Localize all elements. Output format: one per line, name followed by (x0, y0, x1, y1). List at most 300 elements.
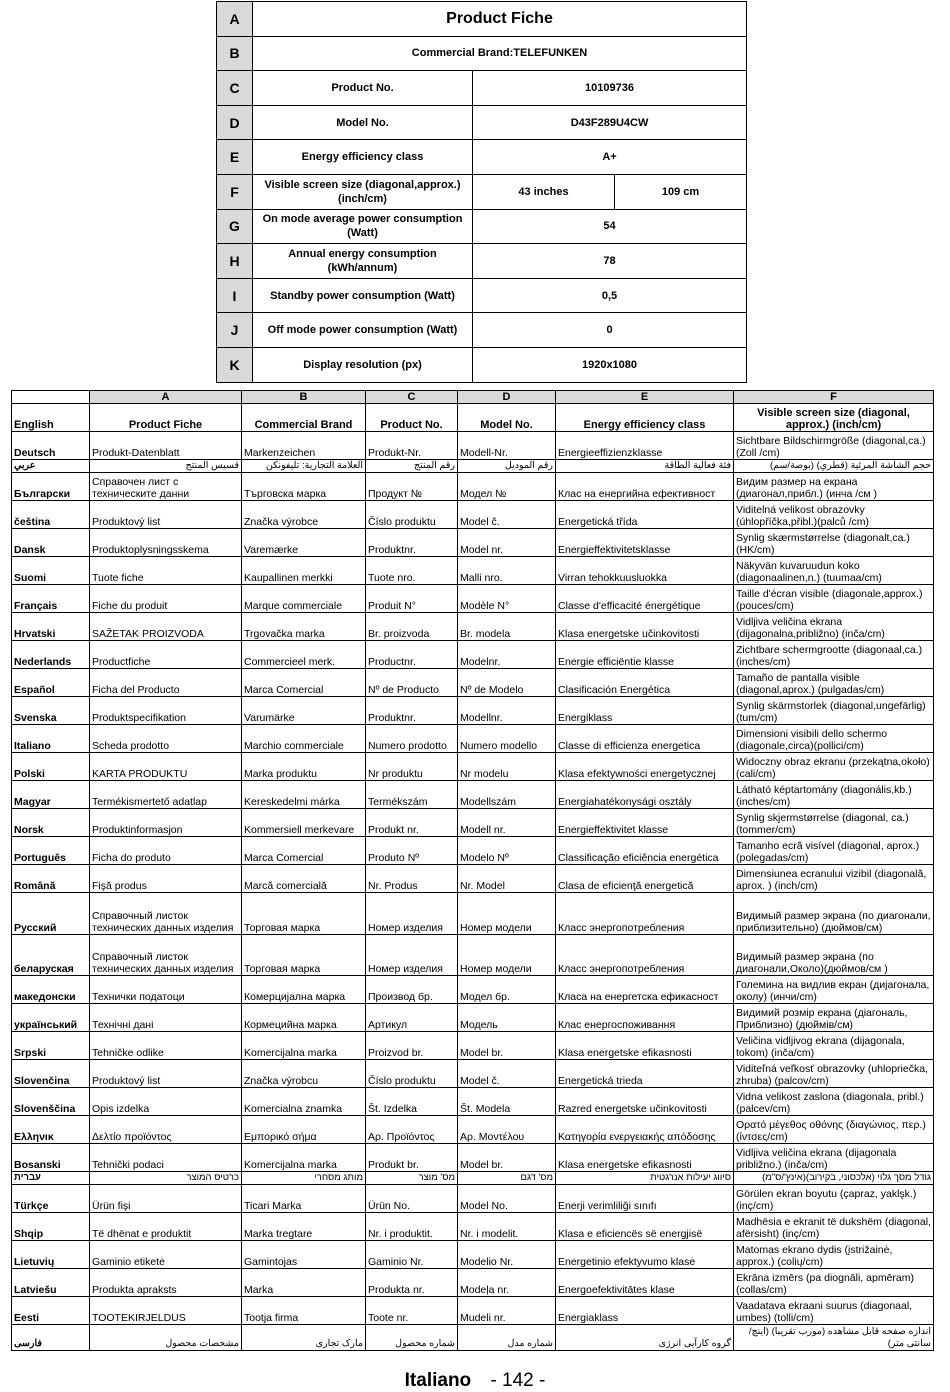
translation-cell: Nº de Modelo (458, 669, 556, 697)
language-row (12, 1325, 934, 1351)
translation-cell: Madhësia e ekranit të dukshëm (diagonal, afërsisht) (inç/cm) (734, 1213, 934, 1241)
fiche-row (217, 347, 747, 382)
translation-cell: Производ бр. (366, 976, 458, 1004)
translation-cell: Synlig skjermstørrelse (diagonal, ca.) (tommer/cm) (734, 809, 934, 837)
translation-cell: Tuote fiche (90, 557, 242, 585)
column-letter: C (366, 391, 458, 404)
fiche-row-value: 0,5 (473, 278, 747, 313)
column-letter: A (90, 391, 242, 404)
translation-cell: Технічні дані (90, 1004, 242, 1032)
fiche-row-value: D43F289U4CW (473, 105, 747, 140)
translation-cell: Ürün No. (366, 1185, 458, 1213)
language-name: Română (12, 865, 90, 893)
language-name: Lietuvių (12, 1241, 90, 1269)
translation-cell: فئة فعالية الطاقة (556, 460, 734, 473)
translation-cell: Modell nr. (458, 809, 556, 837)
translation-cell: شماره محصول (366, 1325, 458, 1351)
language-name: עברית (12, 1172, 90, 1185)
translation-cell: Scheda prodotto (90, 725, 242, 753)
fiche-row (217, 209, 747, 244)
translation-cell: Energiklass (556, 697, 734, 725)
column-letter: B (242, 391, 366, 404)
translation-cell: Widoczny obraz ekranu (przekątna,około)(cali/cm) (734, 753, 934, 781)
language-name: Русский (12, 893, 90, 935)
translation-cell: Model nr. (458, 529, 556, 557)
translation-cell: Nr. i modelit. (458, 1213, 556, 1241)
language-name: عربي (12, 460, 90, 473)
page-footer (0, 1370, 950, 1392)
translation-cell: Modelo Nº (458, 837, 556, 865)
translation-cell: Classe d'efficacité énergétique (556, 585, 734, 613)
fiche-row-value: 78 (473, 244, 747, 279)
translation-cell: Značka výrobce (242, 501, 366, 529)
language-row (12, 725, 934, 753)
translation-cell: Proizvod br. (366, 1032, 458, 1060)
language-name: Latviešu (12, 1269, 90, 1297)
language-row (12, 432, 934, 460)
language-name: Shqip (12, 1213, 90, 1241)
translation-cell: Produktspecifikation (90, 697, 242, 725)
translation-cell: Торговая марка (242, 893, 366, 935)
fiche-row-label: Product No. (253, 71, 473, 106)
translation-cell: כרטיס המוצר (90, 1172, 242, 1185)
fiche-row-value: 54 (473, 209, 747, 244)
translation-cell: Marcă comercială (242, 865, 366, 893)
translation-cell: Класа на енергетска ефикасност (556, 976, 734, 1004)
translation-cell: Viditeľná veľkosť obrazovky (uhlopriečka, zhruba) (palcov/cm) (734, 1060, 934, 1088)
translation-cell: Produktnr. (366, 697, 458, 725)
language-row (12, 613, 934, 641)
fiche-row-label: Energy efficiency class (253, 140, 473, 175)
fiche-row-value: 0 (473, 313, 747, 348)
fiche-row-letter: B (217, 36, 253, 71)
translation-cell: Gaminio etiketė (90, 1241, 242, 1269)
language-name: Dansk (12, 529, 90, 557)
translation-cell: Veličina vidljivog ekrana (dijagonala, tokom) (inča/cm) (734, 1032, 934, 1060)
translation-cell: Nr. Produs (366, 865, 458, 893)
translation-cell: Търговска марка (242, 473, 366, 501)
fiche-row-label: Visible screen size (diagonal,approx.) (inch/cm) (253, 174, 473, 209)
translation-cell: Produit N° (366, 585, 458, 613)
translation-cell: Modèle N° (458, 585, 556, 613)
translation-cell: Klasa energetske efikasnosti (556, 1032, 734, 1060)
translation-cell: رقم المنتج (366, 460, 458, 473)
language-row (12, 781, 934, 809)
language-name: Svenska (12, 697, 90, 725)
translation-cell: Modelio Nr. (458, 1241, 556, 1269)
fiche-row-value: 1920x1080 (473, 347, 747, 382)
translation-cell: Razred energetske učinkovitosti (556, 1088, 734, 1116)
translation-cell: Näkyvän kuvaruudun koko (diagonaalinen,n.) (tuumaa/cm) (734, 557, 934, 585)
translation-cell: Të dhënat e produktit (90, 1213, 242, 1241)
translation-cell: Marka (242, 1269, 366, 1297)
translation-cell: Produktnr. (366, 529, 458, 557)
translation-cell: Артикул (366, 1004, 458, 1032)
fiche-row-label: Annual energy consumption (kWh/annum) (253, 244, 473, 279)
language-name: Ελληνικ (12, 1116, 90, 1144)
translation-cell: Opis izdelka (90, 1088, 242, 1116)
language-name: Türkçe (12, 1185, 90, 1213)
translation-cell: Видимий розмір екрана (діагональ, Приблизно) (дюймів/см) (734, 1004, 934, 1032)
translation-cell: اندازه صفحه قابل مشاهده (مورب تقریبا) (اینچ/سانتی متر) (734, 1325, 934, 1351)
translation-cell: Varumärke (242, 697, 366, 725)
translation-cell: Energetická třída (556, 501, 734, 529)
translation-cell: Virran tehokkuusluokka (556, 557, 734, 585)
language-translation-table (11, 390, 934, 1351)
language-name: Bosanski (12, 1144, 90, 1172)
fiche-row (217, 313, 747, 348)
translation-cell: Görülen ekran boyutu (çapraz, yaklşk.) (inç/cm) (734, 1185, 934, 1213)
translation-cell: Model No. (458, 404, 556, 432)
fiche-row-value: 10109736 (473, 71, 747, 106)
language-row (12, 669, 934, 697)
language-name: Suomi (12, 557, 90, 585)
language-row (12, 1088, 934, 1116)
translation-cell: Commercieel merk. (242, 641, 366, 669)
column-letter: F (734, 391, 934, 404)
column-letter (12, 391, 90, 404)
translation-cell: Br. modela (458, 613, 556, 641)
translation-cell: Produkt-Nr. (366, 432, 458, 460)
translation-cell: Gaminio Nr. (366, 1241, 458, 1269)
translation-cell: Produktoplysningsskema (90, 529, 242, 557)
translation-cell: Tamaño de pantalla visible (diagonal,aprox.) (pulgadas/cm) (734, 669, 934, 697)
language-row (12, 1269, 934, 1297)
translation-cell: Synlig skärmstorlek (diagonal,ungefärlig) (tum/cm) (734, 697, 934, 725)
translation-cell: Tehničke odlike (90, 1032, 242, 1060)
translation-cell: Energieffektivitetsklasse (556, 529, 734, 557)
translation-cell: Vidna velikost zaslona (diagonala, pribl.) (palcev/cm) (734, 1088, 934, 1116)
translation-cell: Komercialna znamka (242, 1088, 366, 1116)
fiche-row-letter: C (217, 71, 253, 106)
translation-cell: Комерцијална марка (242, 976, 366, 1004)
translation-cell: Varemærke (242, 529, 366, 557)
translation-cell: Model br. (458, 1144, 556, 1172)
language-row (12, 1004, 934, 1032)
translation-cell: Číslo produktu (366, 501, 458, 529)
footer-language: Italiano (404, 1370, 472, 1391)
translation-cell: Εμπορικό σήμα (242, 1116, 366, 1144)
fiche-row-label: Product Fiche (253, 2, 747, 37)
translation-cell: Кормецийна марка (242, 1004, 366, 1032)
language-row (12, 585, 934, 613)
language-row (12, 1241, 934, 1269)
translation-cell: Visible screen size (diagonal, approx.) (inch/cm) (734, 404, 934, 432)
translation-cell: Dimensiunea ecranului vizibil (diagonală, aprox. ) (inch/cm) (734, 865, 934, 893)
translation-cell: Číslo produktu (366, 1060, 458, 1088)
fiche-row-letter: D (217, 105, 253, 140)
translation-cell: Ticari Marka (242, 1185, 366, 1213)
translation-cell: Trgovačka marka (242, 613, 366, 641)
language-name: Português (12, 837, 90, 865)
translation-cell: Kereskedelmi márka (242, 781, 366, 809)
translation-cell: Vidljiva veličina ekrana (dijagonalna,približno) (inča/cm) (734, 613, 934, 641)
translation-cell: Nr. Model (458, 865, 556, 893)
language-row (12, 753, 934, 781)
translation-cell: KARTA PRODUKTU (90, 753, 242, 781)
translation-cell: Kommersiell merkevare (242, 809, 366, 837)
translation-cell: Produkta apraksts (90, 1269, 242, 1297)
translation-cell: Mudeli nr. (458, 1297, 556, 1325)
translation-cell: Ekrāna izmērs (pa diognāli, apmēram) (collas/cm) (734, 1269, 934, 1297)
translation-cell: Model č. (458, 1060, 556, 1088)
translation-cell: Ορατό μέγεθος οθόνης (διαγώνιος, περ.) (ίντσες/cm) (734, 1116, 934, 1144)
translation-cell: Модел бр. (458, 976, 556, 1004)
language-row (12, 641, 934, 669)
translation-cell: Marque commerciale (242, 585, 366, 613)
translation-cell: رقم الموديل (458, 460, 556, 473)
translation-cell: גודל מסך גלוי (אלכסוני, בקירוב)(אינץ'/ס"מ) (734, 1172, 934, 1185)
language-row (12, 809, 934, 837)
translation-cell: Toote nr. (366, 1297, 458, 1325)
language-name: Srpski (12, 1032, 90, 1060)
translation-cell: Produto Nº (366, 837, 458, 865)
translation-cell: Nr produktu (366, 753, 458, 781)
translation-cell: Gamintojas (242, 1241, 366, 1269)
column-letter: D (458, 391, 556, 404)
translation-cell: Справочный листок технических данных изделия (90, 893, 242, 935)
translation-cell: Št. Modela (458, 1088, 556, 1116)
fiche-row (217, 140, 747, 175)
translation-cell: Номер модели (458, 893, 556, 935)
translation-cell: Vaadatava ekraani suurus (diagonaal, umbes) (tolli/cm) (734, 1297, 934, 1325)
translation-cell: Energetinio efektyvumo klasė (556, 1241, 734, 1269)
translation-cell: Δελτίο προϊόντος (90, 1116, 242, 1144)
fiche-row-value-secondary: 109 cm (615, 174, 747, 209)
translation-cell: Торговая марка (242, 935, 366, 976)
translation-cell: Št. Izdelka (366, 1088, 458, 1116)
language-name: Deutsch (12, 432, 90, 460)
translation-cell: Marca Comercial (242, 837, 366, 865)
column-letter-row (12, 391, 934, 404)
fiche-row-label: Model No. (253, 105, 473, 140)
language-name: український (12, 1004, 90, 1032)
translation-cell: Klasa energetske efikasnosti (556, 1144, 734, 1172)
translation-cell: Termékszám (366, 781, 458, 809)
language-name: Български (12, 473, 90, 501)
language-row (12, 501, 934, 529)
product-fiche-table (216, 1, 747, 383)
translation-cell: Ficha del Producto (90, 669, 242, 697)
translation-cell: Nr modelu (458, 753, 556, 781)
fiche-row (217, 244, 747, 279)
translation-cell: Br. proizvoda (366, 613, 458, 641)
translation-cell: Produkt nr. (366, 809, 458, 837)
language-name: Slovenčina (12, 1060, 90, 1088)
translation-cell: Product Fiche (90, 404, 242, 432)
translation-cell: Productnr. (366, 641, 458, 669)
language-name: English (12, 404, 90, 432)
language-row (12, 697, 934, 725)
language-row (12, 473, 934, 501)
translation-cell: Vidljiva veličina ekrana (dijagonala približno.) (inča/cm) (734, 1144, 934, 1172)
translation-cell: Marca Comercial (242, 669, 366, 697)
translation-cell: Energiahatékonysági osztály (556, 781, 734, 809)
translation-cell: Модел № (458, 473, 556, 501)
translation-cell: Energie efficiëntie klasse (556, 641, 734, 669)
translation-cell: Marka tregtare (242, 1213, 366, 1241)
translation-cell: Modell-Nr. (458, 432, 556, 460)
language-name: беларуская (12, 935, 90, 976)
translation-cell: Видимый размер экрана (по диагонали,Около)(дюймов/см ) (734, 935, 934, 976)
translation-cell: Energieeffizienzklasse (556, 432, 734, 460)
translation-cell: Класс энергопотребления (556, 935, 734, 976)
translation-cell: Clasificación Energética (556, 669, 734, 697)
translation-cell: Справочен лист с техническите данни (90, 473, 242, 501)
translation-cell: Nº de Producto (366, 669, 458, 697)
language-row (12, 893, 934, 935)
translation-cell: Marka produktu (242, 753, 366, 781)
language-row (12, 529, 934, 557)
language-row (12, 1032, 934, 1060)
fiche-row (217, 278, 747, 313)
fiche-row-value: A+ (473, 140, 747, 175)
language-name: Français (12, 585, 90, 613)
language-row (12, 1060, 934, 1088)
translation-cell: Ürün fişi (90, 1185, 242, 1213)
translation-cell: Справочный листок технических данных изделия (90, 935, 242, 976)
translation-cell: Κατηγορία ενεργειακής απόδοσης (556, 1116, 734, 1144)
translation-cell: Клас енергоспоживання (556, 1004, 734, 1032)
translation-cell: Matomas ekrano dydis (įstrižainė, approx.) (colių/cm) (734, 1241, 934, 1269)
translation-cell: مشخصات محصول (90, 1325, 242, 1351)
translation-cell: מס' דגם (458, 1172, 556, 1185)
translation-cell: Produkt-Datenblatt (90, 432, 242, 460)
translation-cell: Produkt br. (366, 1144, 458, 1172)
translation-cell: العلامة التجارية: تليفونكن (242, 460, 366, 473)
translation-cell: סיווג יעילות אנרגטית (556, 1172, 734, 1185)
translation-cell: SAŽETAK PROIZVODA (90, 613, 242, 641)
fiche-row-label: Off mode power consumption (Watt) (253, 313, 473, 348)
language-name: Español (12, 669, 90, 697)
fiche-row-letter: I (217, 278, 253, 313)
fiche-row-letter: K (217, 347, 253, 382)
translation-cell: Kaupallinen merkki (242, 557, 366, 585)
language-row (12, 1213, 934, 1241)
language-row (12, 1116, 934, 1144)
translation-cell: Viditelná velikost obrazovky (úhlopříčka,přibl.)(palců /cm) (734, 501, 934, 529)
translation-cell: Látható képtartomány (diagonális,kb.) (inches/cm) (734, 781, 934, 809)
translation-cell: Fiche du produit (90, 585, 242, 613)
translation-cell: Energoefektivitātes klase (556, 1269, 734, 1297)
translation-cell: Numero modello (458, 725, 556, 753)
language-row (12, 837, 934, 865)
language-name: Nederlands (12, 641, 90, 669)
fiche-row (217, 71, 747, 106)
translation-cell: مارک تجاری (242, 1325, 366, 1351)
translation-cell: Nr. i produktit. (366, 1213, 458, 1241)
language-row (12, 1185, 934, 1213)
fiche-row-label: On mode average power consumption (Watt) (253, 209, 473, 244)
translation-cell: Numero prodotto (366, 725, 458, 753)
language-row (12, 460, 934, 473)
translation-cell: Model č. (458, 501, 556, 529)
translation-cell: Classe di efficienza energetica (556, 725, 734, 753)
translation-cell: Energieffektivitet klasse (556, 809, 734, 837)
language-row (12, 935, 934, 976)
translation-cell: Product No. (366, 404, 458, 432)
fiche-row-letter: F (217, 174, 253, 209)
translation-cell: Marchio commerciale (242, 725, 366, 753)
translation-cell: Synlig skærmstørrelse (diagonalt,ca.) (HK/cm) (734, 529, 934, 557)
fiche-row-label: Commercial Brand:TELEFUNKEN (253, 36, 747, 71)
translation-cell: Modellnr. (458, 697, 556, 725)
language-name: فارسی (12, 1325, 90, 1351)
translation-cell: Klasa e eficiencës së energjisë (556, 1213, 734, 1241)
language-name: čeština (12, 501, 90, 529)
translation-cell: Značka výrobcu (242, 1060, 366, 1088)
language-row (12, 1144, 934, 1172)
language-name: Norsk (12, 809, 90, 837)
translation-cell: Sichtbare Bildschirmgröße (diagonal,ca.) (Zoll /cm) (734, 432, 934, 460)
fiche-row (217, 36, 747, 71)
language-name: Italiano (12, 725, 90, 753)
language-row (12, 865, 934, 893)
translation-cell: Zichtbare schermgrootte (diagonaal,ca.) (inches/cm) (734, 641, 934, 669)
translation-cell: Fişă produs (90, 865, 242, 893)
translation-cell: Αρ. Μοντέλου (458, 1116, 556, 1144)
translation-cell: Големина на видлив екран (дијагонала, околу) (инчи/cm) (734, 976, 934, 1004)
translation-cell: Energy efficiency class (556, 404, 734, 432)
translation-cell: Commercial Brand (242, 404, 366, 432)
language-row (12, 976, 934, 1004)
translation-cell: Αρ. Προϊόντος (366, 1116, 458, 1144)
translation-cell: Клас на енергийна ефективност (556, 473, 734, 501)
fiche-row-value: 43 inches (473, 174, 615, 209)
translation-cell: Model br. (458, 1032, 556, 1060)
fiche-row-letter: H (217, 244, 253, 279)
translation-cell: Komercijalna marka (242, 1144, 366, 1172)
translation-cell: Enerji verimliliği sınıfı (556, 1185, 734, 1213)
translation-cell: گروه کارآیی انرژی (556, 1325, 734, 1351)
translation-cell: Produktový list (90, 1060, 242, 1088)
translation-cell: Видим размер на екрана (диагонал,прибл.) (инча /см ) (734, 473, 934, 501)
translation-cell: Продукт № (366, 473, 458, 501)
fiche-row (217, 105, 747, 140)
translation-cell: Ficha do produto (90, 837, 242, 865)
language-name: Polski (12, 753, 90, 781)
translation-cell: Klasa efektywności energetycznej (556, 753, 734, 781)
translation-cell: Номер изделия (366, 935, 458, 976)
translation-cell: Tamanho ecrã visível (diagonal, aprox.) (polegadas/cm) (734, 837, 934, 865)
translation-cell: Malli nro. (458, 557, 556, 585)
column-letter: E (556, 391, 734, 404)
translation-cell: Tootja firma (242, 1297, 366, 1325)
translation-cell: Komercijalna marka (242, 1032, 366, 1060)
translation-cell: Clasa de eficienţă energetică (556, 865, 734, 893)
footer-page-number: - 142 - (490, 1370, 546, 1391)
translation-cell: Termékismertető adatlap (90, 781, 242, 809)
language-name: Eesti (12, 1297, 90, 1325)
fiche-row (217, 2, 747, 37)
translation-cell: Productfiche (90, 641, 242, 669)
translation-cell: Model No. (458, 1185, 556, 1213)
translation-cell: Markenzeichen (242, 432, 366, 460)
fiche-row (217, 174, 747, 209)
language-row (12, 557, 934, 585)
translation-cell: Modellszám (458, 781, 556, 809)
language-row (12, 1297, 934, 1325)
translation-cell: شماره مدل (458, 1325, 556, 1351)
language-row (12, 1172, 934, 1185)
translation-cell: Produkta nr. (366, 1269, 458, 1297)
fiche-row-label: Standby power consumption (Watt) (253, 278, 473, 313)
translation-cell: Energiaklass (556, 1297, 734, 1325)
translation-cell: Технички податоци (90, 976, 242, 1004)
translation-cell: Modeļa nr. (458, 1269, 556, 1297)
language-name: македонски (12, 976, 90, 1004)
language-row (12, 404, 934, 432)
